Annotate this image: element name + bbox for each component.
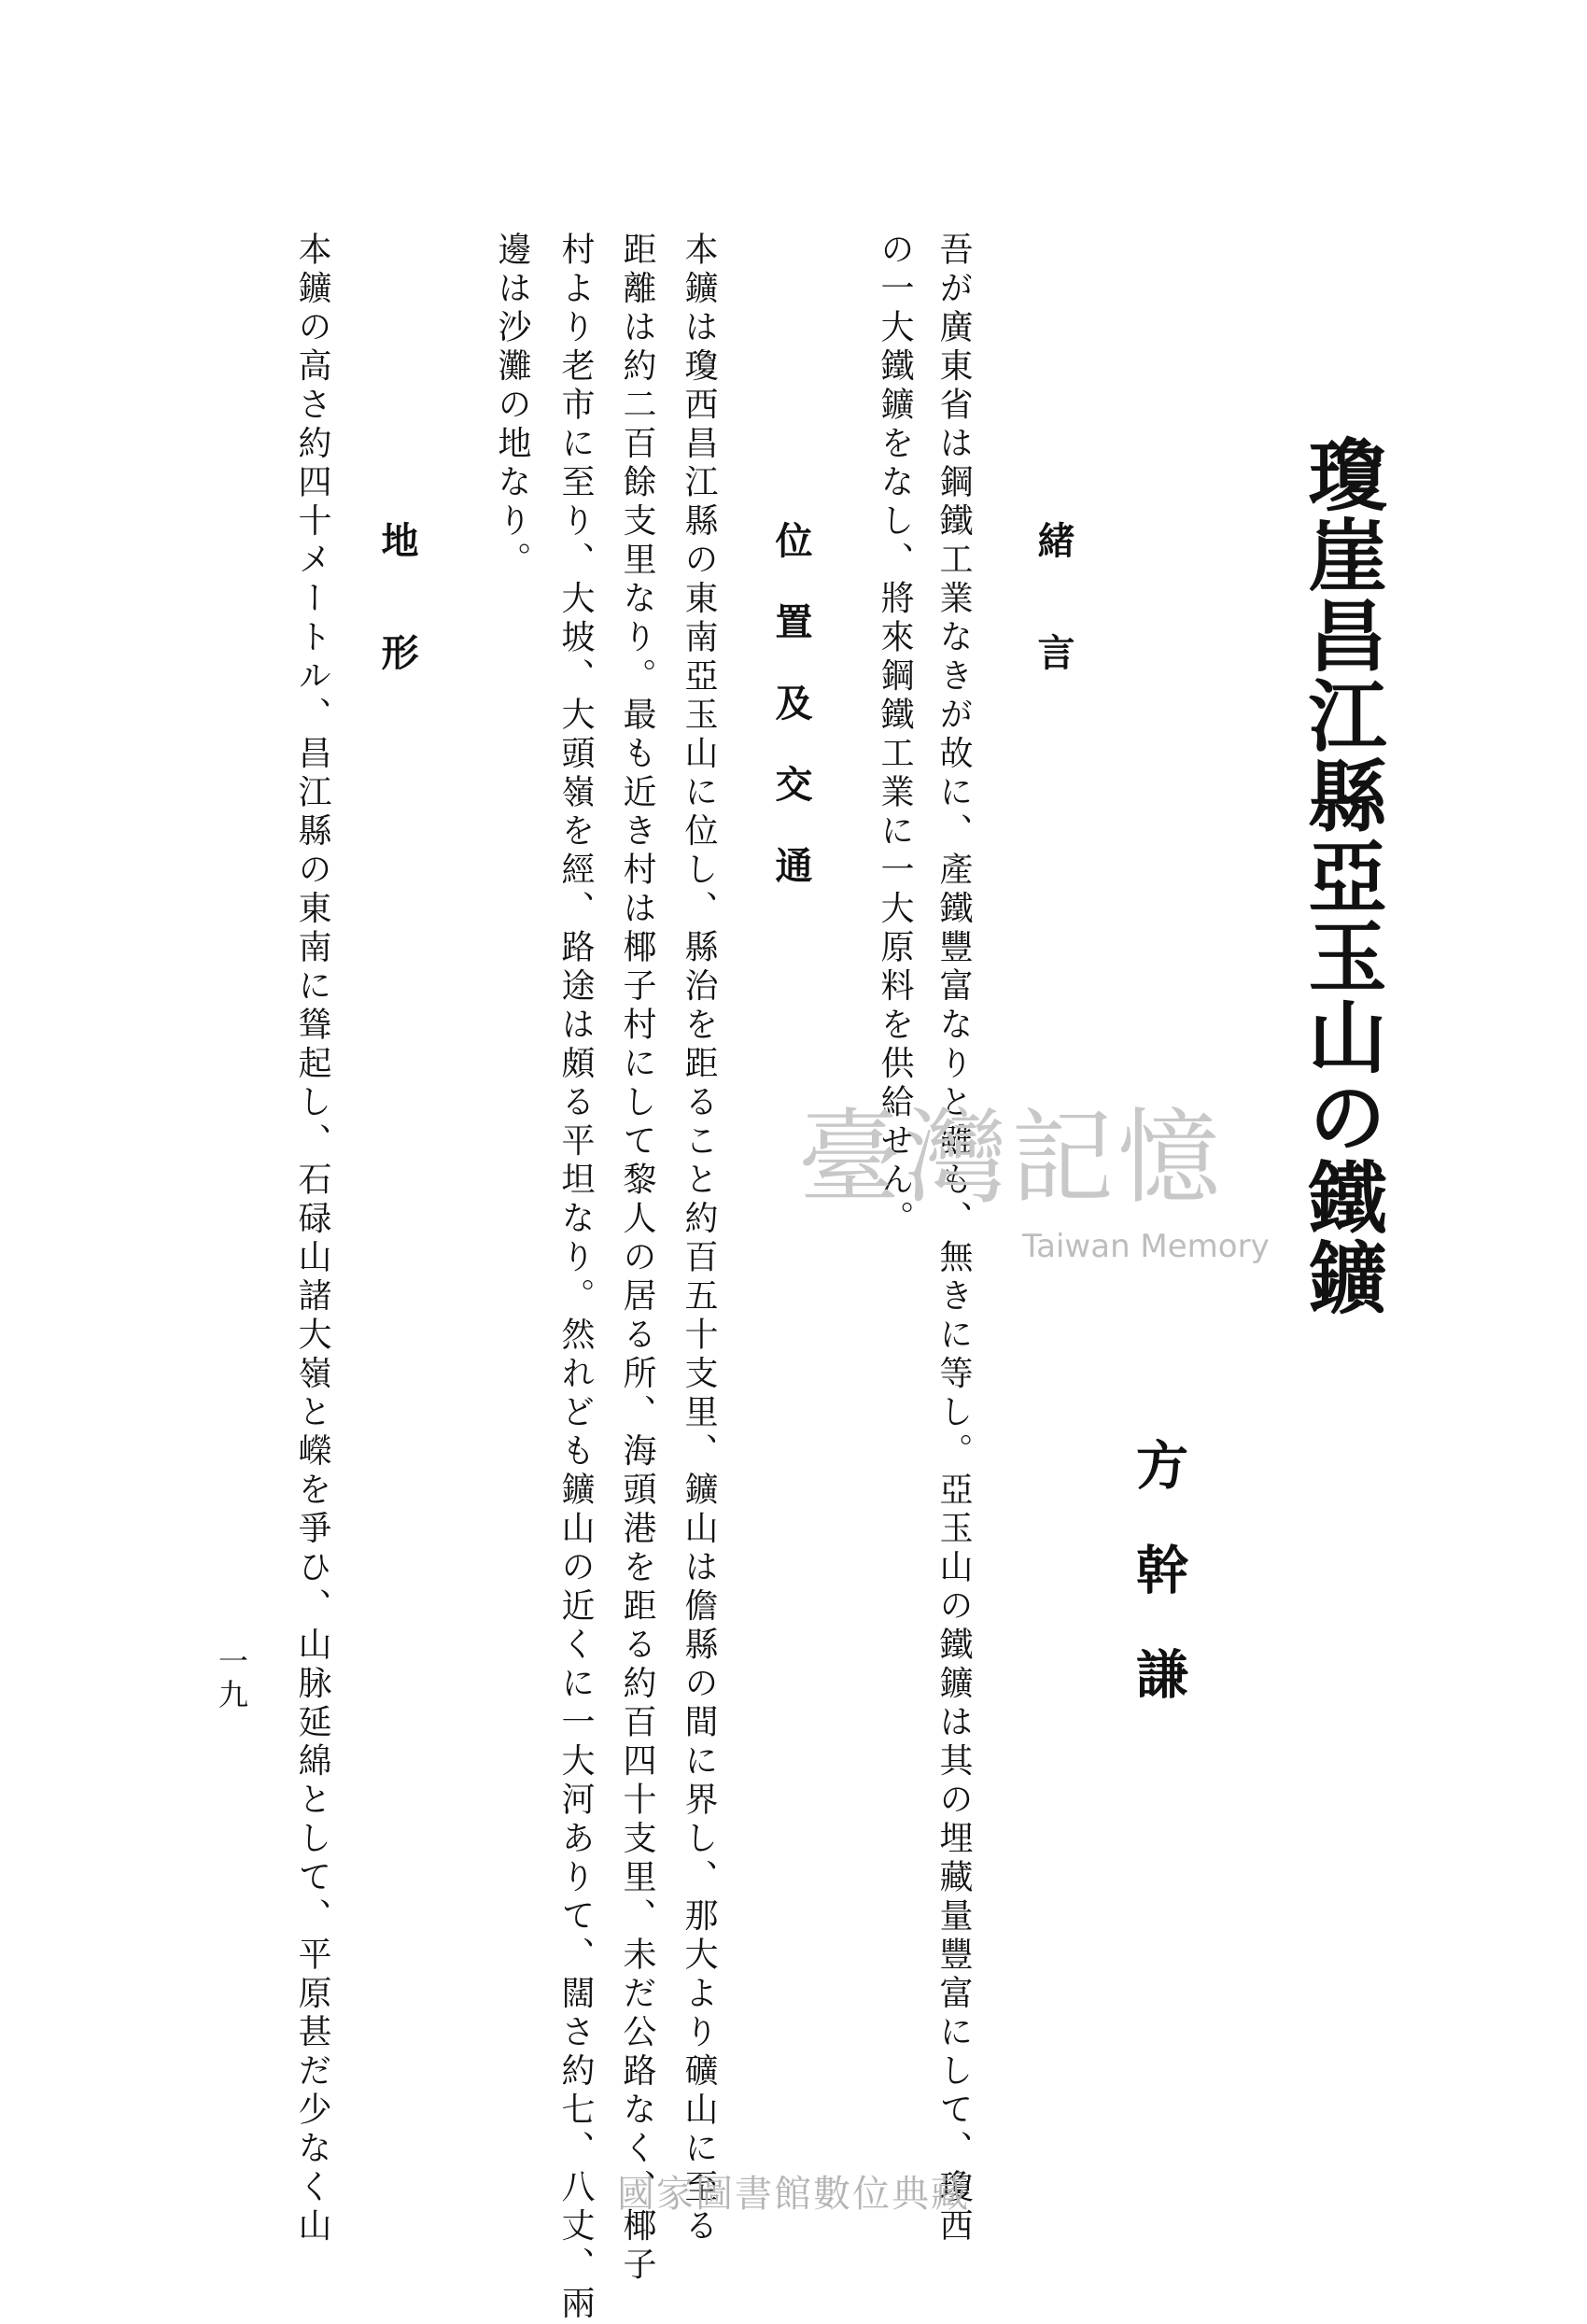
section-heading-terrain: 地 形 (375, 521, 419, 670)
location-line-2: 距離は約二百餘支里なり。最も近き村は椰子村にして黎人の居る所、海頭港を距る約百四十支里、未だ公路なく、椰子 (618, 232, 656, 2286)
footer-collection-credit: 國家圖書館數位典藏 (617, 2173, 970, 2216)
watermark-chars: 臺灣記憶 (798, 1098, 1224, 1218)
section-heading-intro: 緒 言 (1032, 521, 1075, 670)
watermark-english: Taiwan Memory (1022, 1228, 1270, 1265)
location-line-3: 村より老市に至り、大坡、大頭嶺を經、路途は頗る平坦なり。然れども鑛山の近くに一大河ありて、闊さ約七、八丈、兩 (556, 232, 595, 2324)
watermark-logo (798, 1098, 1284, 1284)
page-number: 一九 (214, 1645, 249, 1712)
intro-line-1: 吾が廣東省は鋼鐵工業なきが故に、產鐵豐富なりと雖も、無きに等し。亞玉山の鐵鑛は其の埋藏量豐富にして、瓊西 (934, 232, 973, 2247)
terrain-line-1: 本鑛の高さ約四十メートル、昌江縣の東南に聳起し、石碌山諸大嶺と嶸を爭ひ、山脉延綿として、平原甚だ少なく山 (293, 232, 331, 2247)
author-name: 方 幹 謙 (1128, 1438, 1189, 1699)
page-title: 瓊崖昌江縣亞玉山の鐵鑛 (1296, 434, 1388, 1317)
intro-line-2: の一大鐵鑛をなし、將來鋼鐵工業に一大原料を供給せん。 (876, 232, 914, 1239)
section-heading-location: 位 置 及 交 通 (769, 521, 813, 883)
location-line-4: 邊は沙灘の地なり。 (493, 232, 531, 581)
location-line-1: 本鑛は瓊西昌江縣の東南亞玉山に位し、縣治を距ること約百五十支里、鑛山は儋縣の間に界し、那大より礦山に至る (680, 232, 718, 2247)
